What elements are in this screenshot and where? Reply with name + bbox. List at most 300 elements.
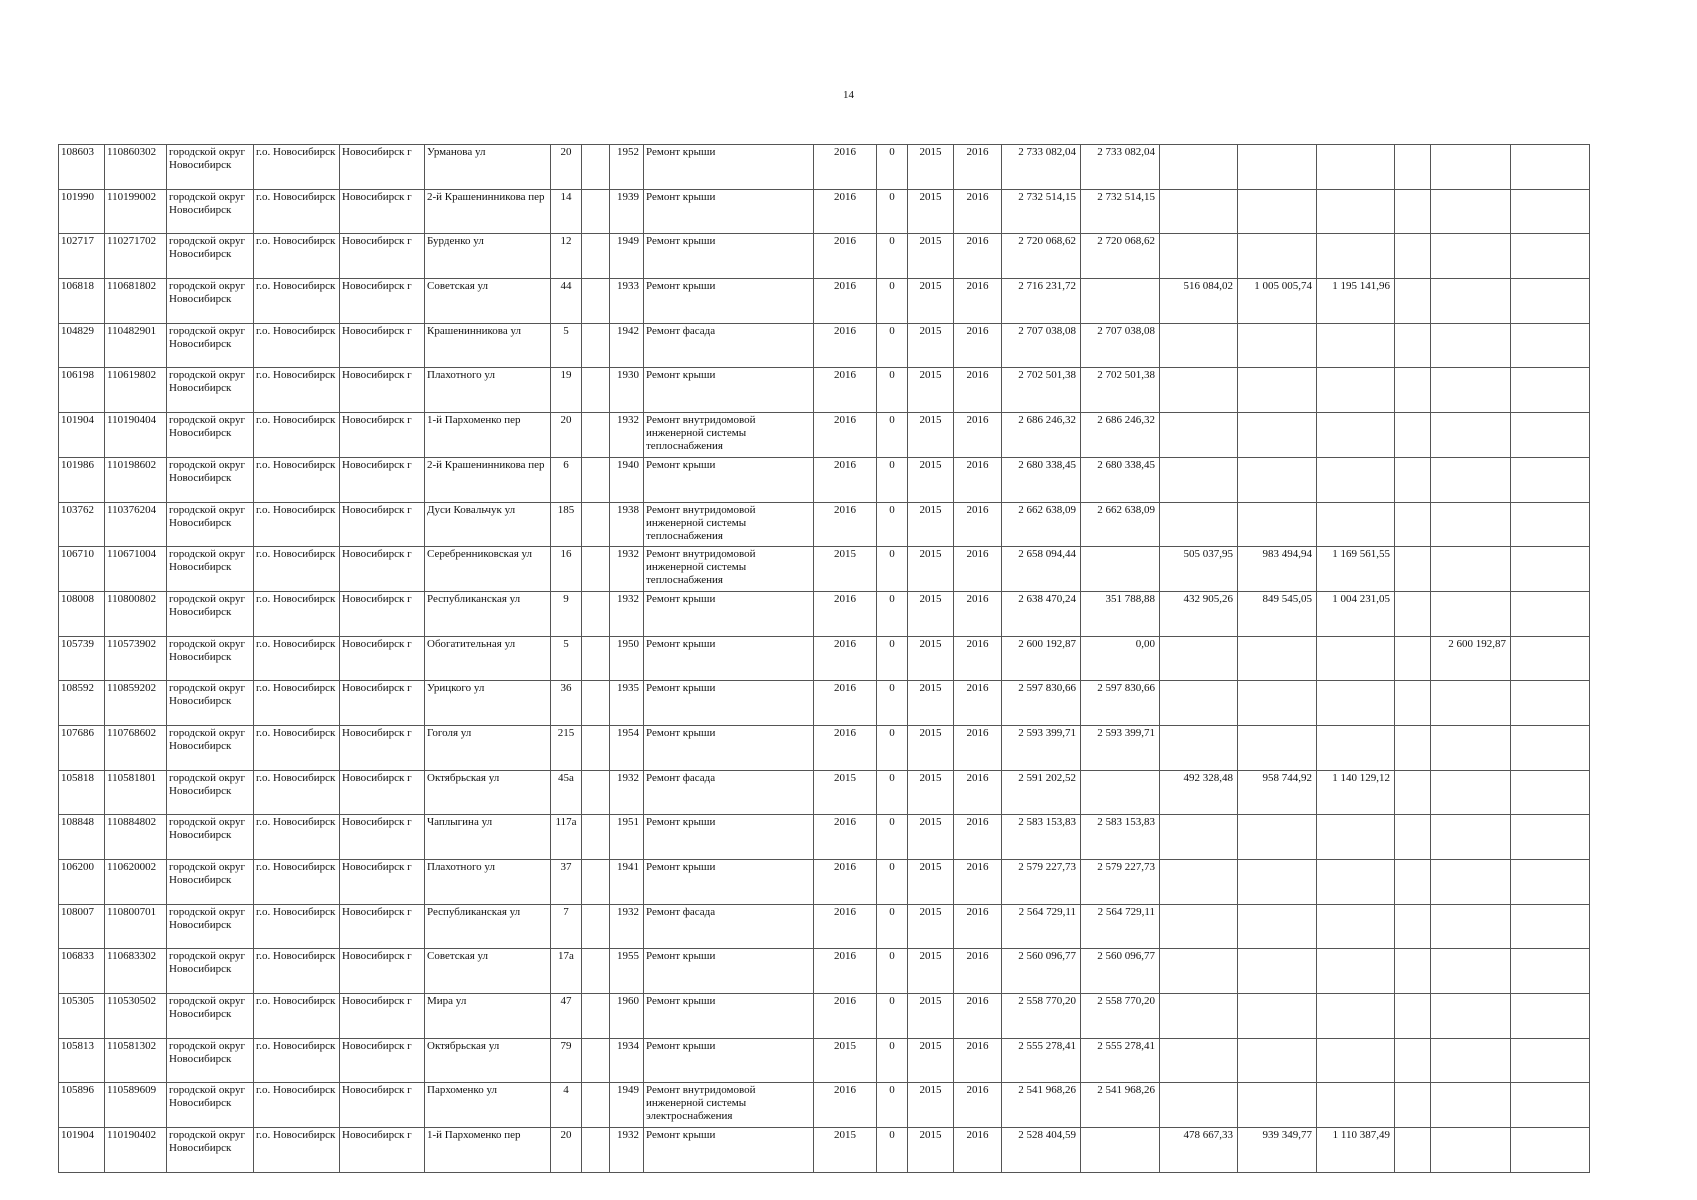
table-row bbox=[59, 1128, 1590, 1173]
cell-end-year: 2016 bbox=[954, 234, 1002, 279]
cell-source-5 bbox=[1431, 1128, 1511, 1173]
cell-object-code: 110619802 bbox=[105, 368, 167, 413]
cell-house-number: 6 bbox=[551, 457, 582, 502]
cell-start-year: 2015 bbox=[908, 949, 954, 994]
cell-build-year: 1940 bbox=[610, 457, 644, 502]
cell-source-4 bbox=[1395, 1038, 1431, 1083]
cell-end-year: 2016 bbox=[954, 1083, 1002, 1128]
cell-source-2 bbox=[1238, 725, 1317, 770]
cell-end-year: 2016 bbox=[954, 994, 1002, 1039]
cell-plan-year: 2016 bbox=[814, 145, 877, 190]
cell-record-id: 108007 bbox=[59, 904, 105, 949]
cell-source-6 bbox=[1511, 234, 1590, 279]
cell-street: Плахотного ул bbox=[425, 860, 551, 905]
cell-street: Серебренниковская ул bbox=[425, 547, 551, 592]
cell-start-year: 2015 bbox=[908, 994, 954, 1039]
cell-source-2 bbox=[1238, 234, 1317, 279]
cell-source-5: 2 600 192,87 bbox=[1431, 636, 1511, 681]
cell-municipal-district: городской округ Новосибирск bbox=[167, 279, 254, 324]
cell-build-year: 1955 bbox=[610, 949, 644, 994]
cell-source-5 bbox=[1431, 145, 1511, 190]
cell-house-number: 5 bbox=[551, 636, 582, 681]
cell-record-id: 105813 bbox=[59, 1038, 105, 1083]
cell-building bbox=[582, 368, 610, 413]
cell-source-3 bbox=[1317, 815, 1395, 860]
cell-plan-year: 2016 bbox=[814, 413, 877, 458]
cell-building bbox=[582, 1038, 610, 1083]
table-row bbox=[59, 457, 1590, 502]
cell-source-2 bbox=[1238, 636, 1317, 681]
cell-total-cost: 2 638 470,24 bbox=[1002, 591, 1081, 636]
cell-object-code: 110199002 bbox=[105, 189, 167, 234]
cell-total-cost: 2 597 830,66 bbox=[1002, 681, 1081, 726]
cell-municipal-area: г.о. Новосибирск bbox=[254, 994, 340, 1039]
cell-build-year: 1952 bbox=[610, 145, 644, 190]
cell-end-year: 2016 bbox=[954, 815, 1002, 860]
cell-object-code: 110620002 bbox=[105, 860, 167, 905]
cell-work-type: Ремонт крыши bbox=[644, 636, 814, 681]
cell-source-5 bbox=[1431, 591, 1511, 636]
cell-source-5 bbox=[1431, 189, 1511, 234]
repair-program-table bbox=[58, 144, 1590, 1173]
cell-source-3 bbox=[1317, 860, 1395, 905]
cell-source-1: 492 328,48 bbox=[1160, 770, 1238, 815]
cell-street: Чаплыгина ул bbox=[425, 815, 551, 860]
cell-total-cost: 2 686 246,32 bbox=[1002, 413, 1081, 458]
cell-total-cost: 2 662 638,09 bbox=[1002, 502, 1081, 547]
cell-record-id: 107686 bbox=[59, 725, 105, 770]
cell-build-year: 1930 bbox=[610, 368, 644, 413]
cell-work-type: Ремонт крыши bbox=[644, 368, 814, 413]
cell-zero-flag: 0 bbox=[877, 815, 908, 860]
table-row bbox=[59, 636, 1590, 681]
cell-work-type: Ремонт внутридомовой инженерной системы теплоснабжения bbox=[644, 502, 814, 547]
cell-street: Гоголя ул bbox=[425, 725, 551, 770]
cell-start-year: 2015 bbox=[908, 860, 954, 905]
cell-plan-year: 2016 bbox=[814, 681, 877, 726]
cell-object-code: 110190404 bbox=[105, 413, 167, 458]
cell-source-4 bbox=[1395, 547, 1431, 592]
cell-municipal-area: г.о. Новосибирск bbox=[254, 815, 340, 860]
cell-source-5 bbox=[1431, 323, 1511, 368]
cell-street: Пархоменко ул bbox=[425, 1083, 551, 1128]
cell-work-type: Ремонт крыши bbox=[644, 279, 814, 324]
cell-object-code: 110800701 bbox=[105, 904, 167, 949]
cell-source-4 bbox=[1395, 770, 1431, 815]
cell-zero-flag: 0 bbox=[877, 770, 908, 815]
cell-municipal-district: городской округ Новосибирск bbox=[167, 502, 254, 547]
cell-total-cost: 2 593 399,71 bbox=[1002, 725, 1081, 770]
cell-zero-flag: 0 bbox=[877, 904, 908, 949]
cell-build-year: 1941 bbox=[610, 860, 644, 905]
cell-municipal-district: городской округ Новосибирск bbox=[167, 860, 254, 905]
cell-source-1 bbox=[1160, 145, 1238, 190]
cell-source-3 bbox=[1317, 413, 1395, 458]
cell-house-number: 20 bbox=[551, 1128, 582, 1173]
cell-object-code: 110190402 bbox=[105, 1128, 167, 1173]
cell-record-id: 104829 bbox=[59, 323, 105, 368]
table-body bbox=[59, 145, 1590, 1173]
cell-municipal-area: г.о. Новосибирск bbox=[254, 145, 340, 190]
cell-zero-flag: 0 bbox=[877, 994, 908, 1039]
cell-street: 1-й Пархоменко пер bbox=[425, 413, 551, 458]
cell-build-year: 1932 bbox=[610, 770, 644, 815]
cell-municipal-area: г.о. Новосибирск bbox=[254, 636, 340, 681]
cell-object-code: 110800802 bbox=[105, 591, 167, 636]
cell-total-cost: 2 600 192,87 bbox=[1002, 636, 1081, 681]
cell-source-5 bbox=[1431, 949, 1511, 994]
table-row bbox=[59, 368, 1590, 413]
cell-municipal-district: городской округ Новосибирск bbox=[167, 368, 254, 413]
cell-source-3: 1 140 129,12 bbox=[1317, 770, 1395, 815]
cell-house-number: 20 bbox=[551, 145, 582, 190]
cell-building bbox=[582, 145, 610, 190]
cell-plan-year: 2016 bbox=[814, 1083, 877, 1128]
cell-source-1: 478 667,33 bbox=[1160, 1128, 1238, 1173]
cell-municipal-district: городской округ Новосибирск bbox=[167, 681, 254, 726]
cell-plan-year: 2016 bbox=[814, 949, 877, 994]
cell-municipal-area: г.о. Новосибирск bbox=[254, 1083, 340, 1128]
cell-city: Новосибирск г bbox=[340, 279, 425, 324]
cell-zero-flag: 0 bbox=[877, 591, 908, 636]
cell-municipal-area: г.о. Новосибирск bbox=[254, 279, 340, 324]
cell-object-code: 110573902 bbox=[105, 636, 167, 681]
cell-source-1 bbox=[1160, 949, 1238, 994]
cell-fund-amount: 2 707 038,08 bbox=[1081, 323, 1160, 368]
cell-plan-year: 2015 bbox=[814, 1128, 877, 1173]
cell-object-code: 110530502 bbox=[105, 994, 167, 1039]
cell-zero-flag: 0 bbox=[877, 502, 908, 547]
cell-zero-flag: 0 bbox=[877, 234, 908, 279]
cell-source-1 bbox=[1160, 1038, 1238, 1083]
cell-source-5 bbox=[1431, 904, 1511, 949]
cell-building bbox=[582, 279, 610, 324]
cell-object-code: 110884802 bbox=[105, 815, 167, 860]
cell-municipal-district: городской округ Новосибирск bbox=[167, 189, 254, 234]
cell-start-year: 2015 bbox=[908, 323, 954, 368]
cell-house-number: 37 bbox=[551, 860, 582, 905]
cell-source-3 bbox=[1317, 234, 1395, 279]
cell-zero-flag: 0 bbox=[877, 279, 908, 324]
cell-end-year: 2016 bbox=[954, 770, 1002, 815]
cell-end-year: 2016 bbox=[954, 502, 1002, 547]
cell-plan-year: 2016 bbox=[814, 189, 877, 234]
cell-city: Новосибирск г bbox=[340, 636, 425, 681]
cell-municipal-district: городской округ Новосибирск bbox=[167, 413, 254, 458]
cell-source-3: 1 110 387,49 bbox=[1317, 1128, 1395, 1173]
cell-start-year: 2015 bbox=[908, 234, 954, 279]
cell-source-2 bbox=[1238, 323, 1317, 368]
cell-city: Новосибирск г bbox=[340, 770, 425, 815]
cell-municipal-area: г.о. Новосибирск bbox=[254, 591, 340, 636]
cell-source-2 bbox=[1238, 502, 1317, 547]
cell-fund-amount: 2 702 501,38 bbox=[1081, 368, 1160, 413]
cell-street: 2-й Крашенинникова пер bbox=[425, 457, 551, 502]
cell-work-type: Ремонт фасада bbox=[644, 323, 814, 368]
cell-record-id: 106710 bbox=[59, 547, 105, 592]
cell-total-cost: 2 720 068,62 bbox=[1002, 234, 1081, 279]
cell-source-3 bbox=[1317, 502, 1395, 547]
cell-house-number: 4 bbox=[551, 1083, 582, 1128]
cell-city: Новосибирск г bbox=[340, 368, 425, 413]
cell-source-1 bbox=[1160, 1083, 1238, 1128]
cell-build-year: 1935 bbox=[610, 681, 644, 726]
cell-source-6 bbox=[1511, 949, 1590, 994]
cell-building bbox=[582, 904, 610, 949]
cell-object-code: 110860302 bbox=[105, 145, 167, 190]
cell-total-cost: 2 707 038,08 bbox=[1002, 323, 1081, 368]
cell-fund-amount: 2 662 638,09 bbox=[1081, 502, 1160, 547]
cell-municipal-area: г.о. Новосибирск bbox=[254, 457, 340, 502]
cell-building bbox=[582, 725, 610, 770]
cell-city: Новосибирск г bbox=[340, 681, 425, 726]
cell-object-code: 110376204 bbox=[105, 502, 167, 547]
cell-source-1 bbox=[1160, 994, 1238, 1039]
cell-street: Республиканская ул bbox=[425, 904, 551, 949]
cell-source-1 bbox=[1160, 413, 1238, 458]
cell-street: Октябрьская ул bbox=[425, 1038, 551, 1083]
cell-source-6 bbox=[1511, 725, 1590, 770]
cell-source-6 bbox=[1511, 547, 1590, 592]
cell-build-year: 1950 bbox=[610, 636, 644, 681]
cell-building bbox=[582, 815, 610, 860]
cell-source-6 bbox=[1511, 189, 1590, 234]
cell-municipal-area: г.о. Новосибирск bbox=[254, 949, 340, 994]
cell-object-code: 110198602 bbox=[105, 457, 167, 502]
cell-source-5 bbox=[1431, 1083, 1511, 1128]
cell-source-2 bbox=[1238, 145, 1317, 190]
cell-municipal-area: г.о. Новосибирск bbox=[254, 770, 340, 815]
cell-source-2 bbox=[1238, 1038, 1317, 1083]
cell-source-4 bbox=[1395, 1083, 1431, 1128]
cell-end-year: 2016 bbox=[954, 413, 1002, 458]
cell-source-1 bbox=[1160, 636, 1238, 681]
cell-plan-year: 2016 bbox=[814, 725, 877, 770]
cell-object-code: 110671004 bbox=[105, 547, 167, 592]
cell-source-6 bbox=[1511, 1083, 1590, 1128]
cell-start-year: 2015 bbox=[908, 770, 954, 815]
cell-fund-amount: 2 686 246,32 bbox=[1081, 413, 1160, 458]
cell-source-4 bbox=[1395, 234, 1431, 279]
cell-work-type: Ремонт внутридомовой инженерной системы теплоснабжения bbox=[644, 547, 814, 592]
cell-street: Плахотного ул bbox=[425, 368, 551, 413]
cell-source-1 bbox=[1160, 234, 1238, 279]
cell-zero-flag: 0 bbox=[877, 189, 908, 234]
cell-record-id: 105739 bbox=[59, 636, 105, 681]
cell-house-number: 79 bbox=[551, 1038, 582, 1083]
cell-source-5 bbox=[1431, 234, 1511, 279]
cell-house-number: 117а bbox=[551, 815, 582, 860]
cell-source-6 bbox=[1511, 323, 1590, 368]
cell-build-year: 1938 bbox=[610, 502, 644, 547]
cell-record-id: 106200 bbox=[59, 860, 105, 905]
cell-total-cost: 2 541 968,26 bbox=[1002, 1083, 1081, 1128]
cell-total-cost: 2 733 082,04 bbox=[1002, 145, 1081, 190]
cell-build-year: 1932 bbox=[610, 591, 644, 636]
cell-work-type: Ремонт внутридомовой инженерной системы электроснабжения bbox=[644, 1083, 814, 1128]
cell-build-year: 1933 bbox=[610, 279, 644, 324]
table-row bbox=[59, 145, 1590, 190]
cell-record-id: 101990 bbox=[59, 189, 105, 234]
cell-fund-amount: 2 558 770,20 bbox=[1081, 994, 1160, 1039]
cell-build-year: 1932 bbox=[610, 547, 644, 592]
cell-start-year: 2015 bbox=[908, 904, 954, 949]
table-row bbox=[59, 949, 1590, 994]
cell-end-year: 2016 bbox=[954, 547, 1002, 592]
cell-build-year: 1951 bbox=[610, 815, 644, 860]
cell-plan-year: 2016 bbox=[814, 815, 877, 860]
cell-street: Крашенинникова ул bbox=[425, 323, 551, 368]
cell-source-3 bbox=[1317, 1083, 1395, 1128]
cell-municipal-district: городской округ Новосибирск bbox=[167, 323, 254, 368]
cell-start-year: 2015 bbox=[908, 413, 954, 458]
cell-building bbox=[582, 681, 610, 726]
cell-city: Новосибирск г bbox=[340, 1038, 425, 1083]
cell-source-6 bbox=[1511, 457, 1590, 502]
cell-work-type: Ремонт крыши bbox=[644, 234, 814, 279]
cell-municipal-area: г.о. Новосибирск bbox=[254, 323, 340, 368]
cell-end-year: 2016 bbox=[954, 636, 1002, 681]
cell-start-year: 2015 bbox=[908, 1083, 954, 1128]
cell-source-1 bbox=[1160, 368, 1238, 413]
cell-street: Бурденко ул bbox=[425, 234, 551, 279]
table-row bbox=[59, 815, 1590, 860]
cell-municipal-district: городской округ Новосибирск bbox=[167, 815, 254, 860]
cell-city: Новосибирск г bbox=[340, 145, 425, 190]
cell-city: Новосибирск г bbox=[340, 502, 425, 547]
cell-fund-amount: 2 733 082,04 bbox=[1081, 145, 1160, 190]
cell-source-4 bbox=[1395, 860, 1431, 905]
cell-source-6 bbox=[1511, 368, 1590, 413]
cell-source-1 bbox=[1160, 860, 1238, 905]
cell-zero-flag: 0 bbox=[877, 323, 908, 368]
cell-house-number: 12 bbox=[551, 234, 582, 279]
cell-city: Новосибирск г bbox=[340, 547, 425, 592]
cell-source-5 bbox=[1431, 770, 1511, 815]
cell-build-year: 1939 bbox=[610, 189, 644, 234]
cell-municipal-district: городской округ Новосибирск bbox=[167, 1128, 254, 1173]
cell-source-1: 505 037,95 bbox=[1160, 547, 1238, 592]
table-row bbox=[59, 502, 1590, 547]
cell-total-cost: 2 702 501,38 bbox=[1002, 368, 1081, 413]
cell-source-4 bbox=[1395, 145, 1431, 190]
cell-municipal-district: городской округ Новосибирск bbox=[167, 457, 254, 502]
cell-city: Новосибирск г bbox=[340, 815, 425, 860]
cell-total-cost: 2 716 231,72 bbox=[1002, 279, 1081, 324]
cell-plan-year: 2016 bbox=[814, 457, 877, 502]
cell-source-2 bbox=[1238, 368, 1317, 413]
cell-start-year: 2015 bbox=[908, 636, 954, 681]
cell-source-3 bbox=[1317, 457, 1395, 502]
cell-municipal-district: городской округ Новосибирск bbox=[167, 994, 254, 1039]
cell-source-3 bbox=[1317, 904, 1395, 949]
cell-street: Октябрьская ул bbox=[425, 770, 551, 815]
cell-municipal-district: городской округ Новосибирск bbox=[167, 1083, 254, 1128]
cell-house-number: 19 bbox=[551, 368, 582, 413]
cell-end-year: 2016 bbox=[954, 189, 1002, 234]
cell-object-code: 110859202 bbox=[105, 681, 167, 726]
cell-source-5 bbox=[1431, 725, 1511, 770]
cell-fund-amount: 2 541 968,26 bbox=[1081, 1083, 1160, 1128]
table-row bbox=[59, 725, 1590, 770]
cell-source-6 bbox=[1511, 145, 1590, 190]
cell-end-year: 2016 bbox=[954, 457, 1002, 502]
cell-end-year: 2016 bbox=[954, 368, 1002, 413]
cell-source-5 bbox=[1431, 994, 1511, 1039]
cell-zero-flag: 0 bbox=[877, 860, 908, 905]
cell-house-number: 16 bbox=[551, 547, 582, 592]
cell-total-cost: 2 528 404,59 bbox=[1002, 1128, 1081, 1173]
cell-end-year: 2016 bbox=[954, 591, 1002, 636]
cell-source-1: 516 084,02 bbox=[1160, 279, 1238, 324]
cell-source-5 bbox=[1431, 368, 1511, 413]
cell-source-3 bbox=[1317, 323, 1395, 368]
cell-object-code: 110482901 bbox=[105, 323, 167, 368]
table-row bbox=[59, 681, 1590, 726]
page-number: 14 bbox=[843, 89, 854, 101]
cell-source-6 bbox=[1511, 770, 1590, 815]
cell-record-id: 108603 bbox=[59, 145, 105, 190]
cell-municipal-area: г.о. Новосибирск bbox=[254, 1128, 340, 1173]
cell-building bbox=[582, 1083, 610, 1128]
cell-source-3: 1 195 141,96 bbox=[1317, 279, 1395, 324]
cell-street: Республиканская ул bbox=[425, 591, 551, 636]
cell-start-year: 2015 bbox=[908, 1128, 954, 1173]
cell-object-code: 110681802 bbox=[105, 279, 167, 324]
cell-end-year: 2016 bbox=[954, 1038, 1002, 1083]
cell-record-id: 106818 bbox=[59, 279, 105, 324]
cell-plan-year: 2015 bbox=[814, 770, 877, 815]
cell-municipal-area: г.о. Новосибирск bbox=[254, 904, 340, 949]
cell-source-4 bbox=[1395, 1128, 1431, 1173]
cell-source-5 bbox=[1431, 502, 1511, 547]
cell-start-year: 2015 bbox=[908, 547, 954, 592]
table-row bbox=[59, 1038, 1590, 1083]
cell-street: Дуси Ковальчук ул bbox=[425, 502, 551, 547]
cell-object-code: 110581801 bbox=[105, 770, 167, 815]
cell-source-1 bbox=[1160, 815, 1238, 860]
cell-work-type: Ремонт крыши bbox=[644, 994, 814, 1039]
cell-source-3 bbox=[1317, 636, 1395, 681]
cell-zero-flag: 0 bbox=[877, 413, 908, 458]
cell-work-type: Ремонт фасада bbox=[644, 904, 814, 949]
cell-source-5 bbox=[1431, 860, 1511, 905]
cell-total-cost: 2 560 096,77 bbox=[1002, 949, 1081, 994]
cell-house-number: 44 bbox=[551, 279, 582, 324]
cell-object-code: 110271702 bbox=[105, 234, 167, 279]
cell-record-id: 105305 bbox=[59, 994, 105, 1039]
cell-work-type: Ремонт крыши bbox=[644, 860, 814, 905]
cell-zero-flag: 0 bbox=[877, 368, 908, 413]
cell-plan-year: 2016 bbox=[814, 502, 877, 547]
cell-source-1 bbox=[1160, 502, 1238, 547]
cell-source-5 bbox=[1431, 681, 1511, 726]
cell-building bbox=[582, 189, 610, 234]
table-row bbox=[59, 770, 1590, 815]
cell-fund-amount bbox=[1081, 770, 1160, 815]
cell-source-6 bbox=[1511, 815, 1590, 860]
cell-source-3 bbox=[1317, 725, 1395, 770]
cell-build-year: 1942 bbox=[610, 323, 644, 368]
cell-start-year: 2015 bbox=[908, 1038, 954, 1083]
cell-city: Новосибирск г bbox=[340, 189, 425, 234]
table-row bbox=[59, 323, 1590, 368]
cell-source-2 bbox=[1238, 860, 1317, 905]
cell-municipal-district: городской округ Новосибирск bbox=[167, 949, 254, 994]
cell-zero-flag: 0 bbox=[877, 145, 908, 190]
cell-plan-year: 2016 bbox=[814, 904, 877, 949]
cell-fund-amount: 2 583 153,83 bbox=[1081, 815, 1160, 860]
